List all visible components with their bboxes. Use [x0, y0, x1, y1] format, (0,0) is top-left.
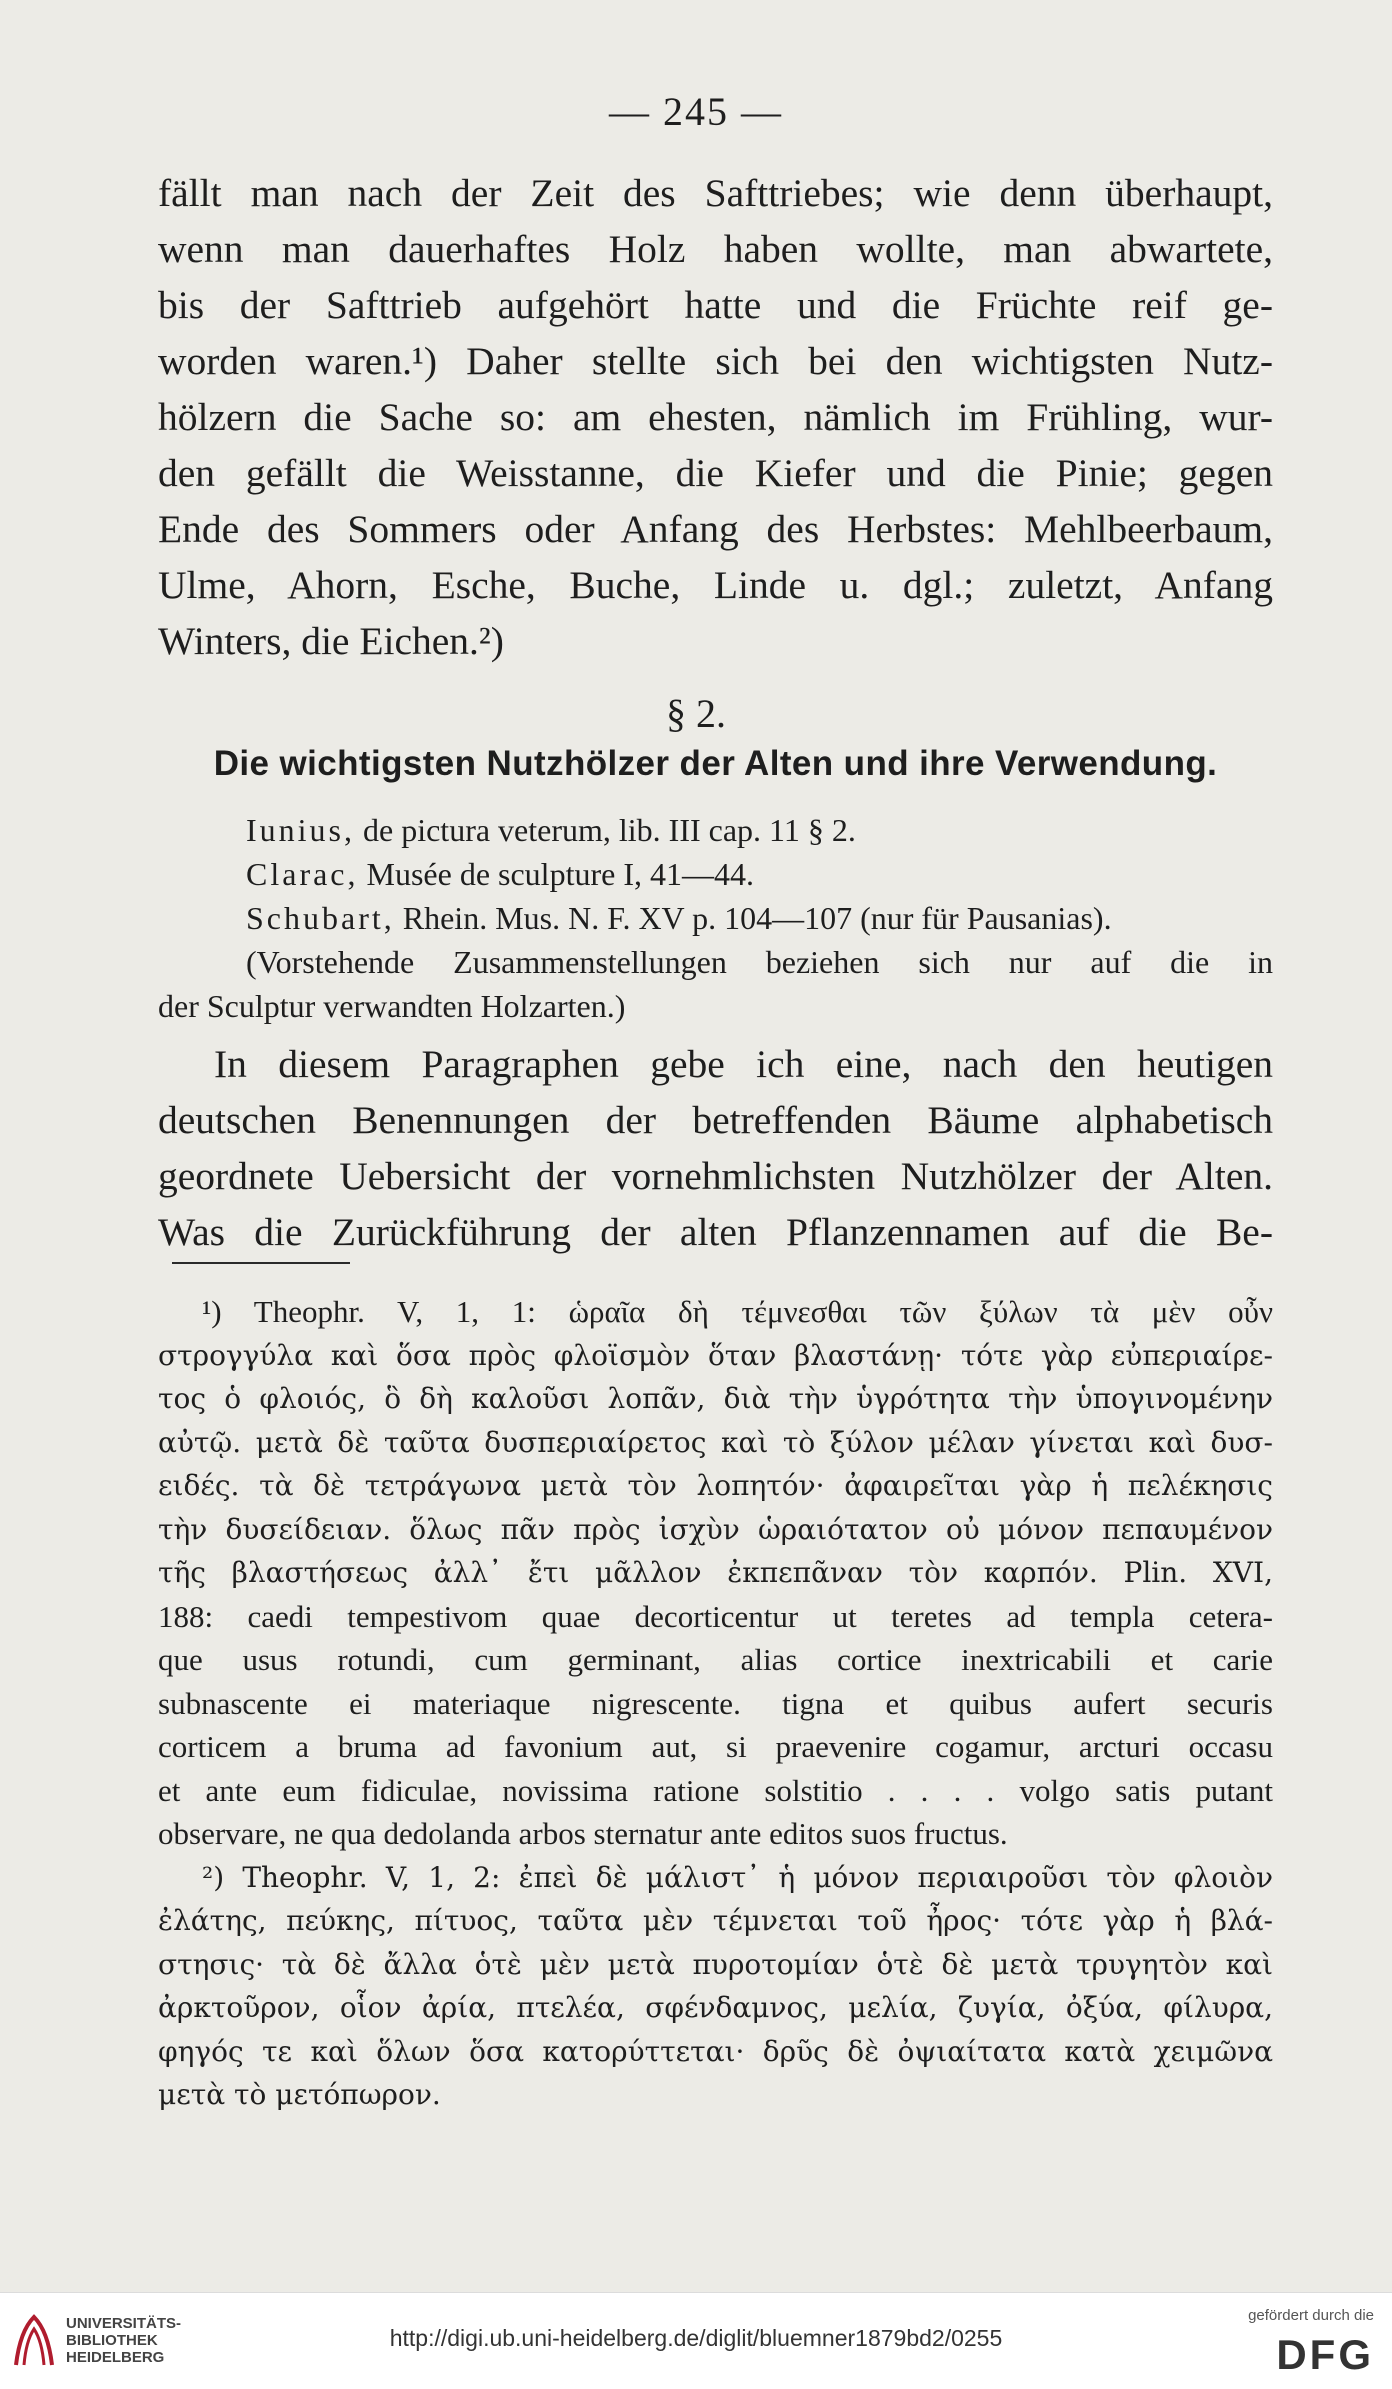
funding-note: gefördert durch die [1248, 2307, 1374, 2324]
reference-text: (Vorstehende Zusammenstellungen beziehen sich nur auf die in [246, 944, 1273, 980]
footnote-line: 188: caedi tempestivom quae decorticentur ut teretes ad templa cetera- [158, 1598, 1273, 1634]
footnote-line: αὐτῷ. μετὰ δὲ ταῦτα δυσπεριαίρετος καὶ τὸ ξύλον μέλαν γίνεται καὶ δυσ- [158, 1425, 1273, 1459]
text-line: deutschen Benennungen der betreffenden Bäume alphabetisch [158, 1098, 1273, 1142]
footnote-line: ἐλάτης, πεύκης, πίτυος, ταῦτα μὲν τέμνεται τοῦ ἦρος· τότε γὰρ ἡ βλά- [158, 1904, 1273, 1937]
page-number: — 245 — [609, 89, 783, 134]
text-line: Winters, die Eichen.²) [158, 619, 504, 663]
text-line: bis der Safttrieb aufgehört hatte und die Früchte reif ge- [158, 283, 1273, 327]
text-line: den gefällt die Weisstanne, die Kiefer und die Pinie; gegen [158, 451, 1273, 495]
footnote-divider [172, 1262, 350, 1264]
footnote-line: ²) Theophr. V, 1, 2: ἐπεὶ δὲ μάλιστ᾽ ἡ μόνον περιαιροῦσι τὸν φλοιὸν [202, 1860, 1273, 1894]
footnote-line: observare, ne qua dedolanda arbos sternatur ante editos suos fructus. [158, 1816, 1008, 1851]
footnote-line: ¹) Theophr. V, 1, 1: ὡραῖα δὴ τέμνεσθαι τῶν ξύλων τὰ μὲν οὖν [202, 1294, 1273, 1329]
text-line: Ende des Sommers oder Anfang des Herbstes: Mehlbeerbaum, [158, 507, 1273, 551]
footnote-line: τος ὁ φλοιός, ὃ δὴ καλοῦσι λοπᾶν, διὰ τὴν ὑγρότητα τὴν ὑπογινομένην [158, 1382, 1273, 1415]
reference-text: der Sculptur verwandten Holzarten.) [158, 988, 626, 1024]
reference-author: Iunius, [246, 812, 355, 848]
footnote-line: et ante eum fidiculae, novissima ratione solstitio . . . . volgo satis putant [158, 1772, 1273, 1808]
footnote-line: subnascente ei materiaque nigrescente. tigna et quibus aufert securis [158, 1685, 1273, 1721]
footnote-line: φηγός τε καὶ ὅλων ὅσα κατορύττεται· δρῦς δὲ ὀψιαίτατα κατὰ χειμῶνα [158, 2034, 1273, 2068]
library-name-line: UNIVERSITÄTS- [66, 2315, 182, 2332]
text-line: Was die Zurückführung der alten Pflanzennamen auf die Be- [158, 1210, 1273, 1254]
text-line: wenn man dauerhaftes Holz haben wollte, man abwartete, [158, 227, 1273, 271]
paragraph-2 [158, 1036, 1273, 1260]
reference-author: Clarac, [246, 856, 359, 892]
bibliography [158, 808, 1273, 1028]
library-name-line: HEIDELBERG [66, 2349, 165, 2366]
section-title: Die wichtigsten Nutzhölzer der Alten und ihre Verwendung. [213, 744, 1218, 783]
footnote-line: μετὰ τὸ μετόπωρον. [158, 2078, 441, 2111]
permalink-url[interactable]: http://digi.ub.uni-heidelberg.de/diglit/bluemner1879bd2/0255 [389, 2325, 1003, 2351]
text-line: hölzern die Sache so: am ehesten, nämlich im Frühling, wur- [158, 395, 1273, 439]
text-line: Ulme, Ahorn, Esche, Buche, Linde u. dgl.; zuletzt, Anfang [158, 563, 1273, 607]
footnote-line: corticem a bruma ad favonium aut, si praevenire cogamur, arcturi occasu [158, 1729, 1273, 1764]
dfg-logo[interactable]: DFG [1276, 2331, 1374, 2378]
text-line: In diesem Paragraphen gebe ich eine, nach den heutigen [214, 1042, 1273, 1086]
library-name-line: BIBLIOTHEK [66, 2332, 158, 2349]
reference-line [158, 984, 1273, 1028]
footnote-line: στρογγύλα καὶ ὅσα πρὸς φλοϊσμὸν ὅταν βλαστάνῃ· τότε γὰρ εὐπεριαίρε- [158, 1338, 1273, 1372]
footnote-line: ἀρκτοῦρον, οἷον ἀρία, πτελέα, σφένδαμνος, μελία, ζυγία, ὀξύα, φίλυρα, [158, 1991, 1273, 2024]
reference-text: de pictura veterum, lib. III cap. 11 § 2. [355, 812, 856, 848]
footnote-line: τὴν δυσείδειαν. ὅλως πᾶν πρὸς ἰσχὺν ὡραιότατον οὐ μόνον πεπαυμένον [158, 1512, 1273, 1546]
section-mark: § 2. [666, 691, 726, 736]
text-line: fällt man nach der Zeit des Safttriebes; wie denn überhaupt, [158, 171, 1273, 215]
paragraph-1 [158, 165, 1273, 669]
reference-line [158, 896, 1273, 940]
reference-text: Rhein. Mus. N. F. XV p. 104—107 (nur für Pausanias). [394, 900, 1112, 936]
footnote-line: τῆς βλαστήσεως ἀλλ᾽ ἔτι μᾶλλον ἐκπεπᾶναν τὸν καρπόν. Plin. XVI, [158, 1556, 1273, 1589]
viewer-footer [0, 2292, 1392, 2389]
footnotes [158, 1290, 1273, 2117]
footnote-line: que usus rotundi, cum germinant, alias cortice inextricabili et carie [158, 1642, 1273, 1677]
reference-text: Musée de sculpture I, 41—44. [358, 856, 754, 892]
reference-author: Schubart, [246, 900, 395, 936]
footnote-line: ειδές. τὰ δὲ τετράγωνα μετὰ τὸν λοπητόν· ἀφαιρεῖται γὰρ ἡ πελέκησις [158, 1469, 1273, 1502]
text-line: geordnete Uebersicht der vornehmlichsten Nutzhölzer der Alten. [158, 1154, 1273, 1198]
text-line: worden waren.¹) Daher stellte sich bei den wichtigsten Nutz- [158, 339, 1273, 383]
footnote-line: στησις· τὰ δὲ ἄλλα ὁτὲ μὲν μετὰ πυροτομίαν ὁτὲ δὲ μετὰ τρυγητὸν καὶ [158, 1947, 1273, 1981]
reference-line [158, 940, 1273, 984]
reference-line [158, 808, 1273, 852]
reference-line [158, 852, 1273, 896]
